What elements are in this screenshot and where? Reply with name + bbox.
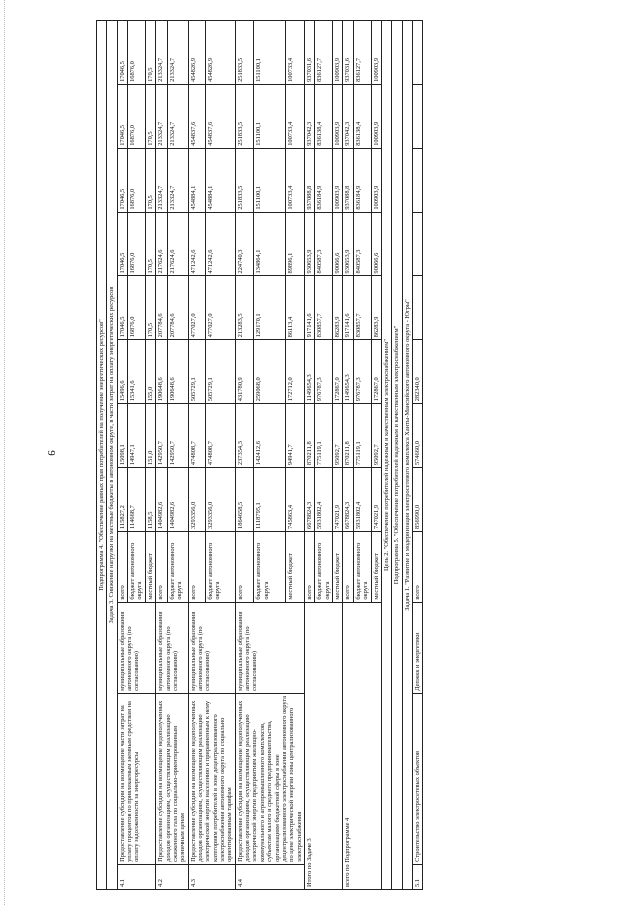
value-cell: 477027,0 (188, 276, 205, 340)
row-number: 4.4 (235, 864, 304, 889)
value-cell: 1149654,3 (304, 340, 314, 404)
value-cell: 100733,4 (286, 21, 305, 85)
value-cell: 15098,1 (117, 404, 127, 468)
value-cell: 170,5 (145, 148, 155, 212)
total-label: Итого по Задаче 3 (304, 602, 342, 889)
value-cell: 836184,9 (315, 148, 333, 212)
value-cell: 170,5 (145, 276, 155, 340)
section-row (402, 21, 412, 890)
value-cell: 930653,9 (304, 212, 314, 276)
value-cell: 151100,1 (254, 21, 286, 85)
funding-table (96, 20, 423, 890)
value-cell: 937031,6 (304, 21, 314, 85)
value-cell: 17046,5 (117, 212, 127, 276)
value-cell: 1118795,1 (254, 468, 286, 532)
value-cell: 505729,1 (188, 340, 205, 404)
value-cell: 836127,7 (353, 21, 371, 85)
value-cell: 474808,7 (188, 404, 205, 468)
value-cell: 836138,4 (315, 84, 333, 148)
value-cell: 1404982,6 (156, 468, 168, 532)
value-cell: 172867,0 (371, 340, 381, 404)
value-cell: 100903,9 (333, 148, 343, 212)
value-cell: 213324,7 (168, 84, 188, 148)
funding-source: всего (304, 531, 314, 602)
funding-source: всего (412, 531, 422, 602)
value-cell: 840587,3 (353, 212, 371, 276)
value-cell: 190648,6 (168, 340, 188, 404)
value-cell: 747021,9 (333, 468, 343, 532)
value-cell: 170,5 (145, 212, 155, 276)
value-cell: 836127,7 (315, 21, 333, 85)
value-cell: 142950,7 (156, 404, 168, 468)
value-cell: 151100,1 (254, 148, 286, 212)
value-cell: 474808,7 (205, 404, 235, 468)
value-cell: 16876,0 (128, 276, 146, 340)
funding-source: местный бюджет (286, 531, 305, 602)
value-cell: 3293356,0 (205, 468, 235, 532)
section-row (381, 21, 391, 890)
value-cell: 17046,5 (117, 276, 127, 340)
value-cell: 747021,9 (371, 468, 381, 532)
value-cell: 1864658,5 (235, 468, 254, 532)
value-cell: 3293356,0 (188, 468, 205, 532)
value-cell: 976787,3 (353, 340, 371, 404)
value-cell: 930653,9 (343, 212, 353, 276)
funding-source: бюджет автономного округа (168, 531, 188, 602)
value-cell: 840587,3 (315, 212, 333, 276)
value-cell: 207784,6 (156, 276, 168, 340)
funding-source: местный бюджет (145, 531, 155, 602)
funding-source: бюджет автономного округа (205, 531, 235, 602)
value-cell: 86283,9 (371, 276, 381, 340)
value-cell: 1158,5 (145, 468, 155, 532)
value-cell: 134864,1 (254, 212, 286, 276)
value-cell: 237354,3 (235, 404, 254, 468)
value-cell: 213324,7 (156, 84, 168, 148)
value-cell: 836138,4 (353, 84, 371, 148)
value-cell: 431780,9 (235, 340, 254, 404)
value-cell: 937088,8 (304, 148, 314, 212)
value-cell: 6678824,3 (304, 468, 314, 532)
funding-source: всего (343, 531, 353, 602)
value-cell: 100903,9 (333, 84, 343, 148)
value-cell (412, 84, 422, 148)
value-cell (412, 276, 422, 340)
value-cell (412, 148, 422, 212)
value-cell: 16876,0 (128, 21, 146, 85)
value-cell (412, 212, 422, 276)
value-cell (412, 21, 422, 85)
total-row (343, 21, 353, 890)
value-cell: 454826,9 (188, 21, 205, 85)
value-cell: 142950,7 (168, 404, 188, 468)
total-row (304, 21, 314, 890)
value-cell: 6678824,3 (343, 468, 353, 532)
value-cell: 151,0 (145, 404, 155, 468)
value-cell: 86113,4 (286, 276, 305, 340)
value-cell: 155,0 (145, 340, 155, 404)
value-cell: 259068,0 (254, 340, 286, 404)
value-cell: 86283,9 (333, 276, 343, 340)
value-cell: 477027,0 (205, 276, 235, 340)
value-cell: 129170,1 (254, 276, 286, 340)
total-label: всего по Подпрограмме 4 (343, 602, 381, 889)
value-cell: 937042,3 (304, 84, 314, 148)
value-cell: 836184,9 (353, 148, 371, 212)
measure-name: Предоставление субсидии на возмещение недополученных доходов организациям, осуществляющим реализацию электрической энергии предприятиям жилищно-коммунального и агропромышленного комплексов, субъектам малого и среднего предпринимательства, организациям бюджетной сферы в зоне децентрализованного электроснабжения автономного округа по цене электрической энергии зоны централизованного электроснабжения (235, 693, 304, 864)
value-cell: 454884,1 (205, 148, 235, 212)
funding-source: бюджет автономного округа (353, 531, 371, 602)
value-cell: 830857,7 (353, 276, 371, 340)
measure-name: Предоставление субсидии на возмещение недополученных доходов организациям, осуществляющим реализацию электрической энергии населению и приравненным к нему категориям потребителей в зоне децентрализованного электроснабжения автономного округа по социально ориентированным тарифам (188, 693, 235, 864)
value-cell: 115827,2 (117, 468, 127, 532)
value-cell: 100903,9 (371, 21, 381, 85)
value-cell: 937042,3 (343, 84, 353, 148)
value-cell: 870211,8 (343, 404, 353, 468)
value-cell: 213283,5 (235, 276, 254, 340)
page-number: 9 (45, 450, 57, 456)
value-cell: 5931802,4 (315, 468, 333, 532)
task-title: Задача 3. Снижение нагрузки на местные бюджеты в автономном округе, в части затрат на оплату энергетических ресурсов (107, 21, 117, 890)
value-cell: 15341,6 (128, 340, 146, 404)
funding-source: местный бюджет (333, 531, 343, 602)
value-cell: 775119,1 (315, 404, 333, 468)
landscape-sheet (96, 20, 566, 890)
row-number: 4.2 (156, 864, 188, 889)
goal2-title: Цель 2. "Обеспечение потребителей надежным и качественным электроснабжением" (381, 21, 391, 890)
executor: муниципальные образования автономного округа (по согласованию) (117, 602, 155, 693)
value-cell: 142412,6 (254, 404, 286, 468)
table-row (412, 21, 422, 890)
value-cell: 151100,1 (254, 84, 286, 148)
value-cell: 100733,4 (286, 84, 305, 148)
value-cell: 471242,6 (188, 212, 205, 276)
value-cell: 95092,7 (371, 404, 381, 468)
value-cell: 251833,5 (235, 21, 254, 85)
value-cell: 17046,5 (117, 21, 127, 85)
value-cell: 16876,0 (128, 212, 146, 276)
value-cell: 94941,7 (286, 404, 305, 468)
funding-source: бюджет автономного округа (315, 531, 333, 602)
value-cell: 251833,5 (235, 148, 254, 212)
table-row (235, 21, 254, 890)
scan-margin (4, 0, 11, 905)
measure-name: Строительство электросетевых объектов (412, 693, 422, 864)
value-cell: 17046,5 (117, 84, 127, 148)
subprogram5-title: Подпрограмма 5. "Обеспечение потребителей надежным и качественным электроснабжением" (392, 21, 402, 890)
value-cell: 213324,7 (156, 148, 168, 212)
table-row (188, 21, 205, 890)
value-cell: 100903,9 (371, 84, 381, 148)
measure-name: Предоставление субсидии на возмещение части затрат на уплату процентов по привлекаемым заемным средствам на оплату задолженности за энергоресурсы (117, 693, 155, 864)
funding-source: бюджет автономного округа (128, 531, 146, 602)
executor: муниципальные образования автономного округа (по согласованию) (235, 602, 304, 693)
value-cell: 454826,9 (205, 21, 235, 85)
value-cell: 454837,6 (188, 84, 205, 148)
section-row (392, 21, 402, 890)
value-cell: 454884,1 (188, 148, 205, 212)
executor: муниципальные образования автономного округа (по согласованию) (188, 602, 235, 693)
funding-source: всего (235, 531, 254, 602)
value-cell: 90066,6 (333, 212, 343, 276)
value-cell: 100733,4 (286, 148, 305, 212)
value-cell: 170,5 (145, 21, 155, 85)
row-number: 5.1 (412, 864, 422, 889)
value-cell: 856990,0 (412, 468, 422, 532)
value-cell: 937088,8 (343, 148, 353, 212)
value-cell: 213324,7 (168, 21, 188, 85)
value-cell: 16876,0 (128, 84, 146, 148)
value-cell: 95092,7 (333, 404, 343, 468)
value-cell: 217624,6 (156, 212, 168, 276)
value-cell: 16876,0 (128, 148, 146, 212)
value-cell: 114668,7 (128, 468, 146, 532)
value-cell: 213324,7 (168, 148, 188, 212)
value-cell: 224740,3 (235, 212, 254, 276)
value-cell: 89896,1 (286, 212, 305, 276)
funding-source: всего (156, 531, 168, 602)
value-cell: 5931802,4 (353, 468, 371, 532)
executor: муниципальные образования автономного округа (по согласованию) (156, 602, 188, 693)
measure-name: Предоставление субсидии на возмещение недополученных доходов организациям, осуществляющим реализацию сжиженного газа по социально-ориентированным розничным ценам (156, 693, 188, 864)
value-cell: 775119,1 (353, 404, 371, 468)
funding-source: местный бюджет (371, 531, 381, 602)
value-cell: 172867,0 (333, 340, 343, 404)
section-row (107, 21, 117, 890)
row-number: 4.1 (117, 864, 155, 889)
value-cell: 471242,6 (205, 212, 235, 276)
value-cell: 90066,6 (371, 212, 381, 276)
funding-source: всего (188, 531, 205, 602)
funding-source: всего (117, 531, 127, 602)
value-cell: 976787,3 (315, 340, 333, 404)
value-cell: 917141,6 (343, 276, 353, 340)
task1-title: Задача 1. "Развитие и модернизация электросетевого комплекса Ханты-Мансийского автономного округа - Югры" (402, 21, 412, 890)
executor: Депжкк и энергетики (412, 602, 422, 693)
value-cell: 213324,7 (156, 21, 168, 85)
value-cell: 14947,1 (128, 404, 146, 468)
value-cell: 1404982,6 (168, 468, 188, 532)
value-cell: 15496,6 (117, 340, 127, 404)
table-row (156, 21, 168, 890)
value-cell: 574660,0 (412, 404, 422, 468)
value-cell: 937031,6 (343, 21, 353, 85)
value-cell: 505729,1 (205, 340, 235, 404)
subprogram-title: Подпрограмма 4. "Обеспечение равных прав потребителей на получение энергетических ресурсов" (97, 21, 107, 890)
value-cell: 830857,7 (315, 276, 333, 340)
value-cell: 282340,0 (412, 340, 422, 404)
value-cell: 172712,0 (286, 340, 305, 404)
value-cell: 454837,6 (205, 84, 235, 148)
value-cell: 1149654,3 (343, 340, 353, 404)
value-cell: 17046,5 (117, 148, 127, 212)
value-cell: 100903,9 (371, 148, 381, 212)
value-cell: 217624,6 (168, 212, 188, 276)
row-number: 4.3 (188, 864, 235, 889)
value-cell: 100903,9 (333, 21, 343, 85)
value-cell: 170,5 (145, 84, 155, 148)
table-row (117, 21, 127, 890)
value-cell: 745863,4 (286, 468, 305, 532)
value-cell: 870211,8 (304, 404, 314, 468)
value-cell: 251833,5 (235, 84, 254, 148)
section-row (97, 21, 107, 890)
value-cell: 190648,6 (156, 340, 168, 404)
funding-source: бюджет автономного округа (254, 531, 286, 602)
value-cell: 917141,6 (304, 276, 314, 340)
value-cell: 207784,6 (168, 276, 188, 340)
